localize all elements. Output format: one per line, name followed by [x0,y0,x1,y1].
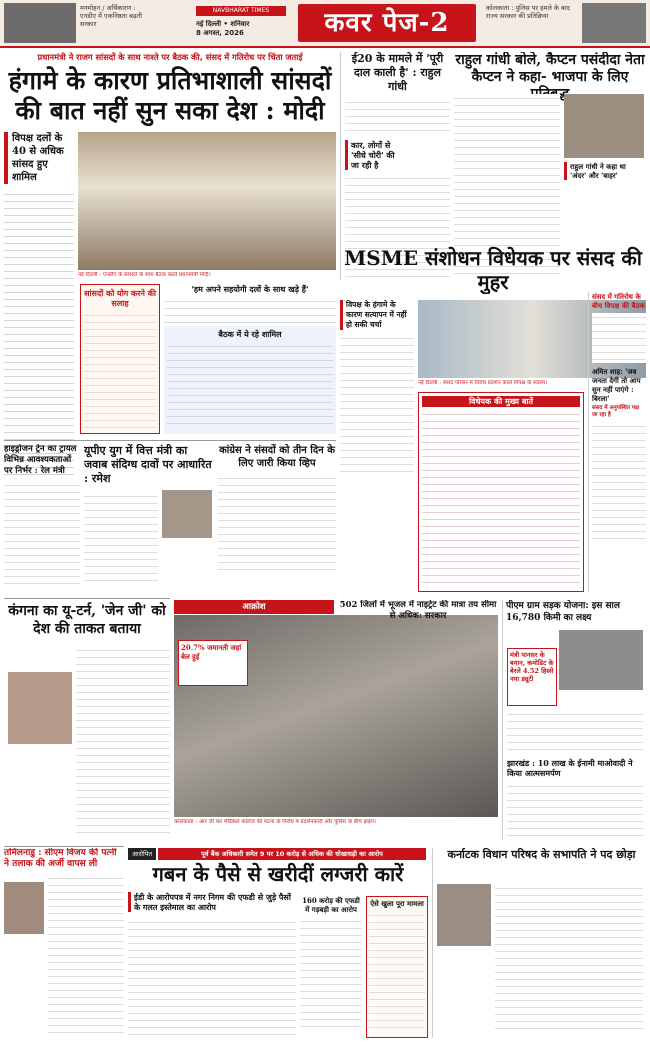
nitrate-headline: 502 जिलों में भूजल में नाइट्रेट की मात्रा तय सीमा से अधिक: सरकार [339,600,497,621]
bottom-sub: ईडी के आरोपपत्र में नगर निगम की एफडी से जुड़े पैसों के गलत इस्तेमाल का आरोप [128,892,296,912]
jharkhand-head: झारखंड : 10 लाख के ईनामी माओवादी ने किया आत्मसमर्पण [507,758,633,778]
hydel-body [4,481,80,585]
hydel-story [4,444,80,594]
msme-points-box [418,392,584,592]
pm-sadak-photo [559,630,643,690]
upa-fm-photo [162,490,212,538]
congress-story [218,444,336,594]
yoga-quote-title: सांसदों को योग करने की सलाह [84,288,156,308]
meeting-inset [164,326,336,434]
msme-box-points [422,410,580,588]
bottom-box1-body [300,917,362,1027]
kangana-headline: कंगना का यू-टर्न, 'जेन जी' को देश की ताकत बताया [8,603,166,637]
brand-label: NAVBHARAT TIMES [196,6,286,16]
petrol-head: मंत्री पानसर के बयान, कमोडिट के बेरले 4.52 हिस्से नया ड्यूटी [510,651,554,683]
ally-quote-title: 'हम अपने सहयोगी दलों के साथ खड़े हैं' [191,284,309,294]
aakrosh-sub-box [178,640,248,686]
msme-photo-caption: नई दिल्ली : संसद परिसर में विरोध प्रदर्शन करते विपक्ष के सदस्य। [418,380,548,386]
kangana-story [4,602,170,842]
bottom-box2-head: ऐसे खुला पूरा मामला [370,899,424,908]
brief-column [588,292,646,592]
bottom-headline: गबन के पैसे से खरीदीं लग्जरी कारें [152,862,404,886]
right-teaser-photo [582,3,646,43]
aakrosh-sub: 20.7% जमानती जहां बेल हुई [181,643,242,661]
parliament-brief-head: संसद में गतिरोध के बीच विपक्ष की बैठक [592,292,645,310]
tamilnadu-body [48,874,124,1034]
kangana-body [76,646,170,836]
pm-sadak-story [502,600,646,840]
tamilnadu-photo [4,882,44,934]
upa-fm-body [84,492,158,586]
date-line-city: नई दिल्ली • शनिवार [196,20,250,28]
captain-headline: राहुल गांधी बोले, कैप्टन पसंदीदा नेता कैप्टन ने कहा- भाजपा के लिए [455,52,645,85]
rule-tn [4,846,124,847]
bottom-kicker: पूर्व बैंक अधिकारी समेत 9 पर 10 करोड़ से अधिक की धोखाधड़ी का आरोप [158,848,426,860]
masthead [0,0,650,48]
bottom-box2 [366,896,428,1038]
congress-headline: कांग्रेस ने संसदों को तीन दिन के लिए जारी किया व्हिप [219,445,335,469]
karnataka-photo [437,884,491,946]
right-teaser-text: कोलकाता : पुलिस पर हमले के बाद राज्य सरकार की प्रतिक्रिया [486,4,570,20]
tamilnadu-story [4,848,124,1038]
aakrosh-label: आक्रोश [174,600,334,614]
pm-sadak-headline: पीएम ग्राम सड़क योजना: इस साल 16,780 किमी का लक्ष्य [506,601,620,623]
upa-fm-headline: यूपीए युग में वित्त मंत्री का जवाब संदिग्ध दावों पर आधारित : रमेश [84,444,212,485]
rule-mid [4,440,336,441]
meeting-inset-head: बैठक में ये रहे शामिल [218,329,282,339]
msme-left [340,300,414,474]
lead-photo [78,132,336,270]
e20-headline: ई20 के मामले में 'पूरी दाल काली है' : राहुल गांधी [351,52,444,93]
captain-sub: राहुल गांधी ने कहा था 'अंदर' और 'बाहर' [564,162,644,180]
left-teaser-text: मनमोहन / अर्थिकारण : एनडीए में एकनिष्ठता बढ़ती सरकार [80,4,142,28]
parliament-brief-body [592,313,646,363]
msme-body [340,334,414,474]
msme-side-head: विपक्ष के हंगामे के कारण सत्यापन में नहीं हो सकी चर्चा [340,300,414,330]
bottom-box1-head: 160 करोड़ की एफडी में गड़बड़ी का आरोप [302,896,360,914]
left-teaser-photo [4,3,76,43]
petrol-box [507,648,557,706]
amit-shah-body [592,422,646,542]
date-line [196,20,292,38]
lead-photo-caption: नई दिल्ली : एनडीए के सांसदों के साथ बैठक करते प्रधानमंत्री मोदी। [78,272,211,278]
pm-sadak-body [507,710,643,754]
amit-shah-head: अमित शाह: 'जब जनता देगी तो आप सुन नहीं पाएंगे : बिरला' [592,367,641,403]
aakrosh-caption: कोलकाता : आर जी कर मेडिकल कॉलेज की घटना के विरोध में प्रदर्शनकारी और पुलिस के बीच झड़प। [174,819,376,825]
e20-sub: कार, लोगों से 'सीधे चोरी' की जा रही है [345,140,405,170]
upa-fm-story [84,444,214,594]
hydel-headline: हाइड्रोजन ट्रेन का ट्रायल विभिन्न आवश्यकताओं पर निर्भर : रेल मंत्री [4,444,77,476]
date-value: 8 अगस्त, 2026 [196,29,244,37]
bottom-tag: आरोपित [128,848,156,860]
lead-side-head: विपक्ष दलों के 40 से अधिक सांसद हुए शामिल [4,132,74,184]
jharkhand-body [507,782,643,838]
yoga-quote-box [80,284,160,434]
karnataka-story [432,848,646,1038]
tamilnadu-headline: तमिलनाडु : सीएम विजय की पत्नी ने तलाक की अर्जी वापस ली [4,848,117,869]
kangana-photo [8,672,72,744]
page-title: कवर पेज-2 [298,4,476,42]
yoga-quote-text [84,311,156,431]
karnataka-body [495,884,643,1034]
amit-shah-sub: संसद में अनुपस्थित पक्ष जा रहा है [592,405,639,418]
rule-kangana [4,598,170,599]
karnataka-headline: कर्नाटक विधान परिषद के सभापति ने पद छोड़ा [447,848,636,861]
captain-photo [564,94,644,158]
e20-body [345,98,450,136]
bottom-body [128,918,296,1038]
msme-headline: MSME संशोधन विधेयक पर संसद की मुहर [344,246,642,294]
bottom-box1 [300,896,362,1038]
bottom-box2-body [369,911,425,1029]
congress-body [218,474,336,574]
meeting-inset-text [167,342,333,430]
lead-kicker: प्रधानमंत्री ने राजग सांसदों के साथ नाश्ते पर बैठक की, संसद में गतिरोध पर चिंता जताई [37,52,303,62]
msme-box-title: विधेयक की मुख्य बातें [422,396,580,407]
lead-headline: हंगामे के कारण प्रतिभाशाली सांसदों की बात नहीं सुन सका देश : मोदी [8,66,332,125]
